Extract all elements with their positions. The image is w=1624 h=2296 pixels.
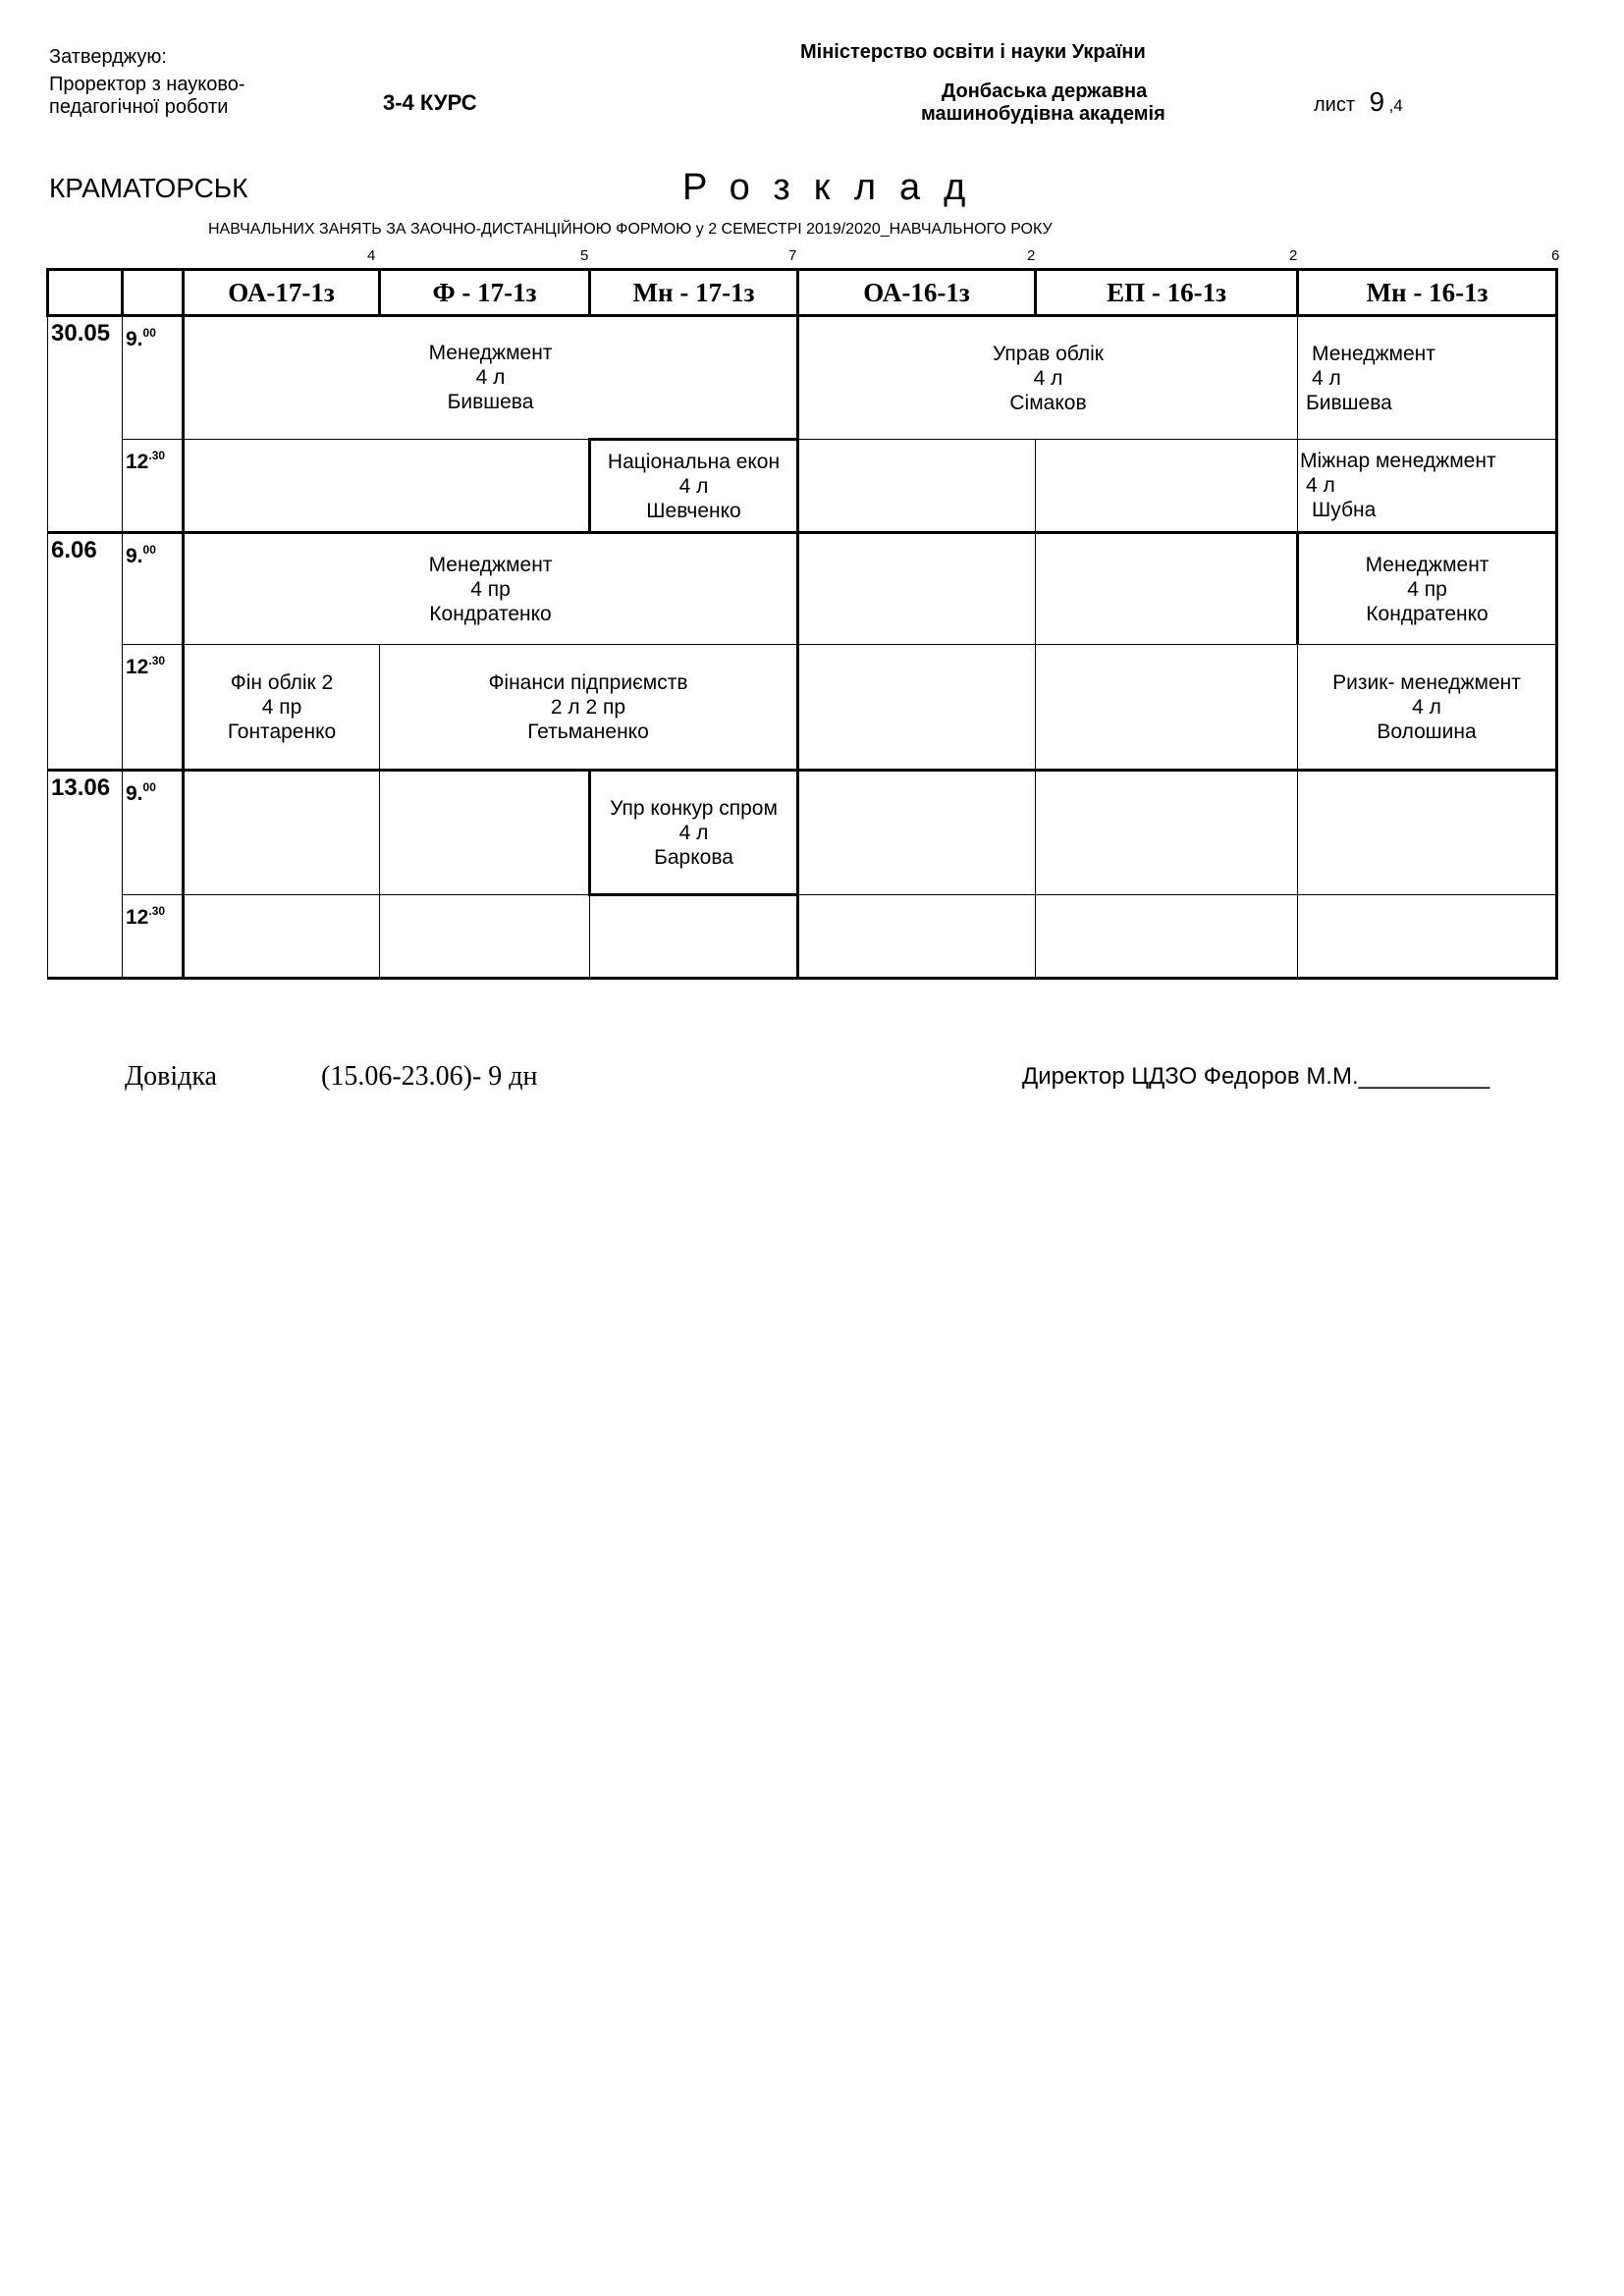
group-header: ЕП - 16-1з xyxy=(1036,270,1298,316)
time-cell: 9.00 xyxy=(123,316,184,440)
group-count-1: 4 xyxy=(367,247,376,264)
prorector-line-2: педагогічної роботи xyxy=(49,96,229,118)
note-value: (15.06-23.06)- 9 дн xyxy=(321,1061,538,1092)
empty-cell xyxy=(1298,895,1557,979)
ministry-label: Міністерство освіти і науки України xyxy=(800,41,1146,63)
empty-cell xyxy=(798,645,1036,771)
lesson-cell: Упр конкур спром 4 л Баркова xyxy=(590,771,798,895)
time-cell: $12^{.30}$ xyxy=(123,440,184,533)
approve-label: Затверджую: xyxy=(49,46,167,68)
sheet-indicator xyxy=(1314,86,1403,118)
empty-cell xyxy=(798,533,1036,645)
director-signature-line: Директор ЦДЗО Федоров М.М.__________ xyxy=(1022,1063,1490,1090)
lesson-cell: Менеджмент 4 пр Кондратенко xyxy=(184,533,798,645)
empty-cell xyxy=(1036,895,1298,979)
empty-cell xyxy=(1036,645,1298,771)
lesson-cell: Менеджмент 4 пр Кондратенко xyxy=(1298,533,1557,645)
prorector-line-1: Проректор з науково- xyxy=(49,74,245,95)
empty-cell xyxy=(184,771,380,895)
sheet-label: лист xyxy=(1314,94,1356,116)
group-count-2: 5 xyxy=(580,247,589,264)
empty-cell xyxy=(1298,771,1557,895)
page-subtitle: НАВЧАЛЬНИХ ЗАНЯТЬ ЗА ЗАОЧНО-ДИСТАНЦІЙНОЮ ФОРМОЮ у 2 СЕМЕСТРІ 2019/2020_НАВЧАЛЬНОГО РОКУ xyxy=(208,221,1053,238)
empty-cell xyxy=(380,895,590,979)
group-count-6: 6 xyxy=(1551,247,1560,264)
group-header: ОА-17-1з xyxy=(184,270,380,316)
group-count-5: 2 xyxy=(1289,247,1298,264)
group-header: Ф - 17-1з xyxy=(380,270,590,316)
course-label: 3-4 КУРС xyxy=(383,90,477,115)
lesson-cell: Міжнар менеджмент 4 л Шубна xyxy=(1298,440,1557,533)
header-row xyxy=(48,270,1557,316)
lesson-cell: Фінанси підприємств 2 л 2 пр Гетьманенко xyxy=(380,645,798,771)
empty-cell xyxy=(380,771,590,895)
group-header: Мн - 17-1з xyxy=(590,270,798,316)
empty-cell xyxy=(798,440,1036,533)
lesson-cell: Управ облік 4 л Сімаков xyxy=(798,316,1298,440)
city-label: КРАМАТОРСЬК xyxy=(49,173,248,203)
table-row xyxy=(48,440,1557,533)
date-cell: 30.05 xyxy=(48,316,123,533)
time-col-header xyxy=(123,270,184,316)
page-title: Розклад xyxy=(682,167,990,208)
table-row xyxy=(48,316,1557,440)
time-cell: 9.00 xyxy=(123,771,184,895)
academy-line-2: машинобудівна академія xyxy=(921,103,1165,125)
time-cell: $12^{.30}$ xyxy=(123,645,184,771)
empty-cell xyxy=(798,771,1036,895)
lesson-cell: Менеджмент 4 л Бившева xyxy=(1298,316,1557,440)
lesson-cell: Ризик- менеджмент 4 л Волошина xyxy=(1298,645,1557,771)
empty-cell xyxy=(1036,771,1298,895)
empty-cell xyxy=(1036,440,1298,533)
date-cell: 13.06 xyxy=(48,771,123,979)
table-row xyxy=(48,533,1557,645)
table-row xyxy=(48,771,1557,895)
empty-cell xyxy=(1036,533,1298,645)
empty-cell xyxy=(798,895,1036,979)
lesson-cell: Фін облік 2 4 пр Гонтаренко xyxy=(184,645,380,771)
group-header: Мн - 16-1з xyxy=(1298,270,1557,316)
group-header: ОА-16-1з xyxy=(798,270,1036,316)
empty-cell xyxy=(590,895,798,979)
empty-cell xyxy=(184,440,590,533)
lesson-cell: Національна екон 4 л Шевченко xyxy=(590,440,798,533)
academy-line-1: Донбаська державна xyxy=(942,80,1148,102)
sheet-number: 9 xyxy=(1369,86,1385,117)
date-col-header xyxy=(48,270,123,316)
note-label: Довідка xyxy=(125,1061,217,1092)
table-row xyxy=(48,895,1557,979)
group-count-4: 2 xyxy=(1027,247,1036,264)
date-cell: 6.06 xyxy=(48,533,123,771)
group-count-3: 7 xyxy=(788,247,797,264)
schedule-table xyxy=(46,268,1558,980)
sheet-suffix: ,4 xyxy=(1388,96,1403,115)
lesson-cell: Менеджмент 4 л Бившева xyxy=(184,316,798,440)
time-cell: 9.00 xyxy=(123,533,184,645)
time-cell: $12^{.30}$ xyxy=(123,895,184,979)
empty-cell xyxy=(184,895,380,979)
table-row xyxy=(48,645,1557,771)
